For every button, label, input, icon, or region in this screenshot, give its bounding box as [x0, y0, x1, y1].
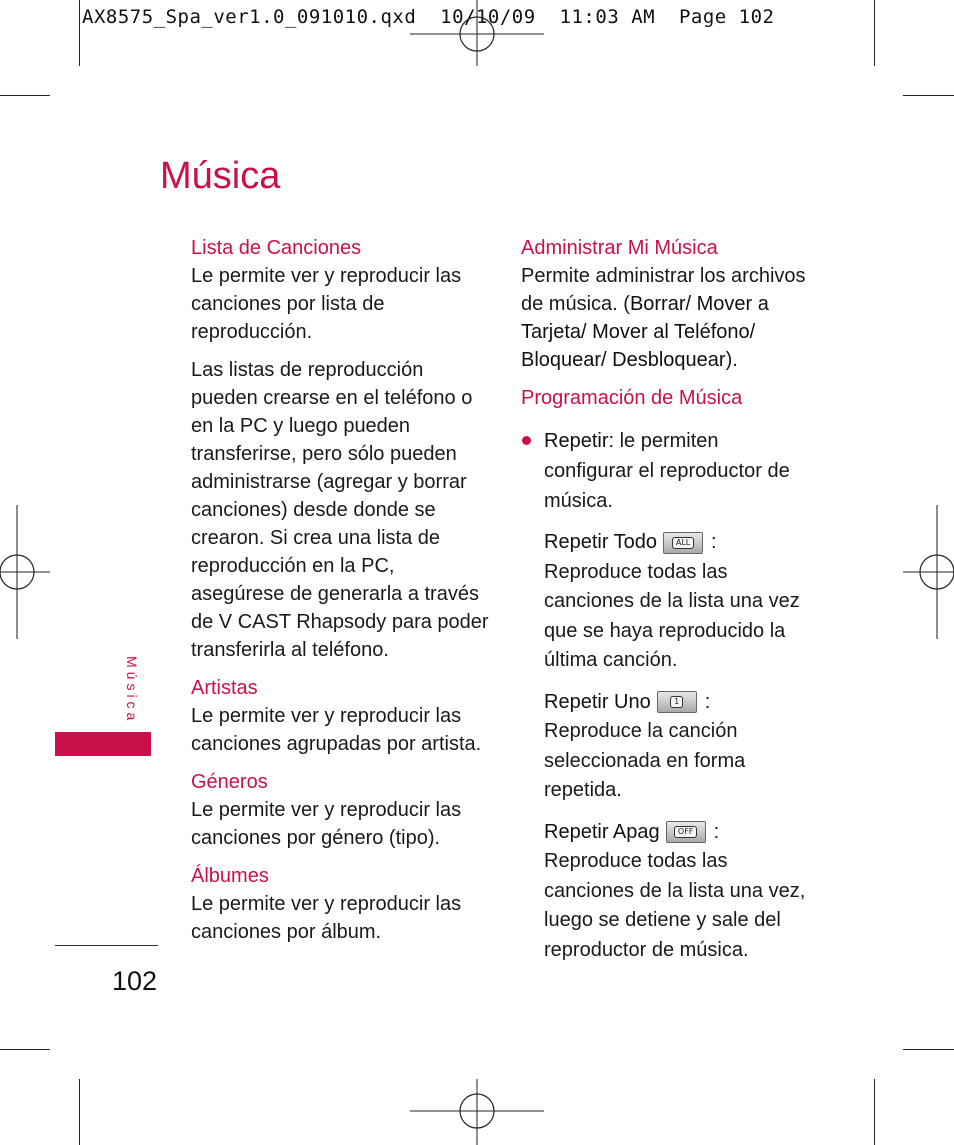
- repeat-off-label: Repetir Apag: [544, 820, 660, 843]
- admin-text-post: ).: [725, 349, 738, 371]
- colon: :: [711, 531, 717, 553]
- repeat-one-text: Reproduce la canción seleccionada en forma repetida.: [544, 720, 746, 801]
- crop-mark: [0, 1049, 50, 1050]
- repeat-off-text: Reproduce todas las canciones de la lista una vez, luego se detiene y sale del reproductor de música.: [544, 850, 806, 961]
- paragraph: Le permite ver y reproducir las canciones por lista de reproducción.: [191, 265, 462, 343]
- colon: :: [713, 820, 720, 843]
- heading-albumes: Álbumes: [191, 865, 269, 887]
- side-section-label: Música: [124, 656, 140, 725]
- repeat-all-label: Repetir Todo: [544, 531, 658, 553]
- paragraph: Le permite ver y reproducir las canciones por género (tipo).: [191, 799, 462, 849]
- registration-mark-icon: [0, 505, 50, 639]
- paragraph: Le permite ver y reproducir las canciones por álbum.: [191, 893, 462, 943]
- repeat-all-icon: ALL: [663, 532, 703, 554]
- paragraph: [521, 262, 811, 374]
- heading-programacion-de-musica: Programación de Música: [521, 387, 743, 409]
- heading-generos: Géneros: [191, 771, 268, 793]
- admin-options: Borrar/ Mover a Tarjeta/ Mover al Teléfono/ Bloquear/ Desbloquear: [521, 293, 769, 371]
- heading-artistas: Artistas: [191, 677, 258, 699]
- crop-mark: [0, 95, 50, 96]
- crop-mark: [874, 0, 875, 66]
- side-tab-bar: [55, 732, 151, 756]
- registration-mark-icon: [410, 0, 544, 66]
- repeat-one-entry: [521, 688, 811, 806]
- colon: :: [704, 690, 711, 713]
- admin-text-pre: Permite administrar los archivos de música. (: [521, 265, 806, 315]
- print-slug: AX8575_Spa_ver1.0_091010.qxd 10/10/09 11:03 AM Page 102: [82, 6, 775, 28]
- bullet-icon: [522, 436, 531, 445]
- repeat-off-entry: [521, 818, 811, 966]
- repeat-off-icon: OFF: [666, 821, 706, 843]
- repetir-text: : le permiten configurar el reproductor de música.: [544, 430, 790, 512]
- repeat-one-icon: 1: [657, 691, 697, 713]
- repeat-all-text: Reproduce todas las canciones de la lista una vez que se haya reproducido la última canción.: [544, 560, 800, 671]
- crop-mark: [903, 95, 954, 96]
- heading-lista-de-canciones: Lista de Canciones: [191, 237, 362, 259]
- page-title: Música: [160, 155, 281, 197]
- registration-mark-icon: [410, 1079, 544, 1145]
- right-column: [521, 234, 811, 965]
- repeat-one-label: Repetir Uno: [544, 690, 651, 713]
- repeat-all-entry: [521, 528, 811, 676]
- paragraph: Le permite ver y reproducir las canciones agrupadas por artista.: [191, 705, 482, 755]
- list-item: [521, 426, 811, 516]
- crop-mark: [79, 0, 80, 66]
- left-column: [191, 234, 491, 956]
- crop-mark: [903, 1049, 954, 1050]
- footer-rule: [55, 945, 158, 946]
- heading-administrar-mi-musica: Administrar Mi Música: [521, 237, 718, 259]
- crop-mark: [874, 1079, 875, 1145]
- paragraph: Las listas de reproducción pueden crearse en el teléfono o en la PC y luego pueden transferirse, pero sólo pueden administrarse (agregar y borrar canciones) desde donde se crearon. Si crea una lista de reproducción en la PC, asegúrese de generarla a través de V CAST Rhapsody para poder transferirla al teléfono.: [191, 359, 489, 661]
- repetir-label: Repetir: [544, 430, 609, 452]
- page-number: 102: [112, 966, 158, 996]
- registration-mark-icon: [903, 505, 954, 639]
- crop-mark: [79, 1079, 80, 1145]
